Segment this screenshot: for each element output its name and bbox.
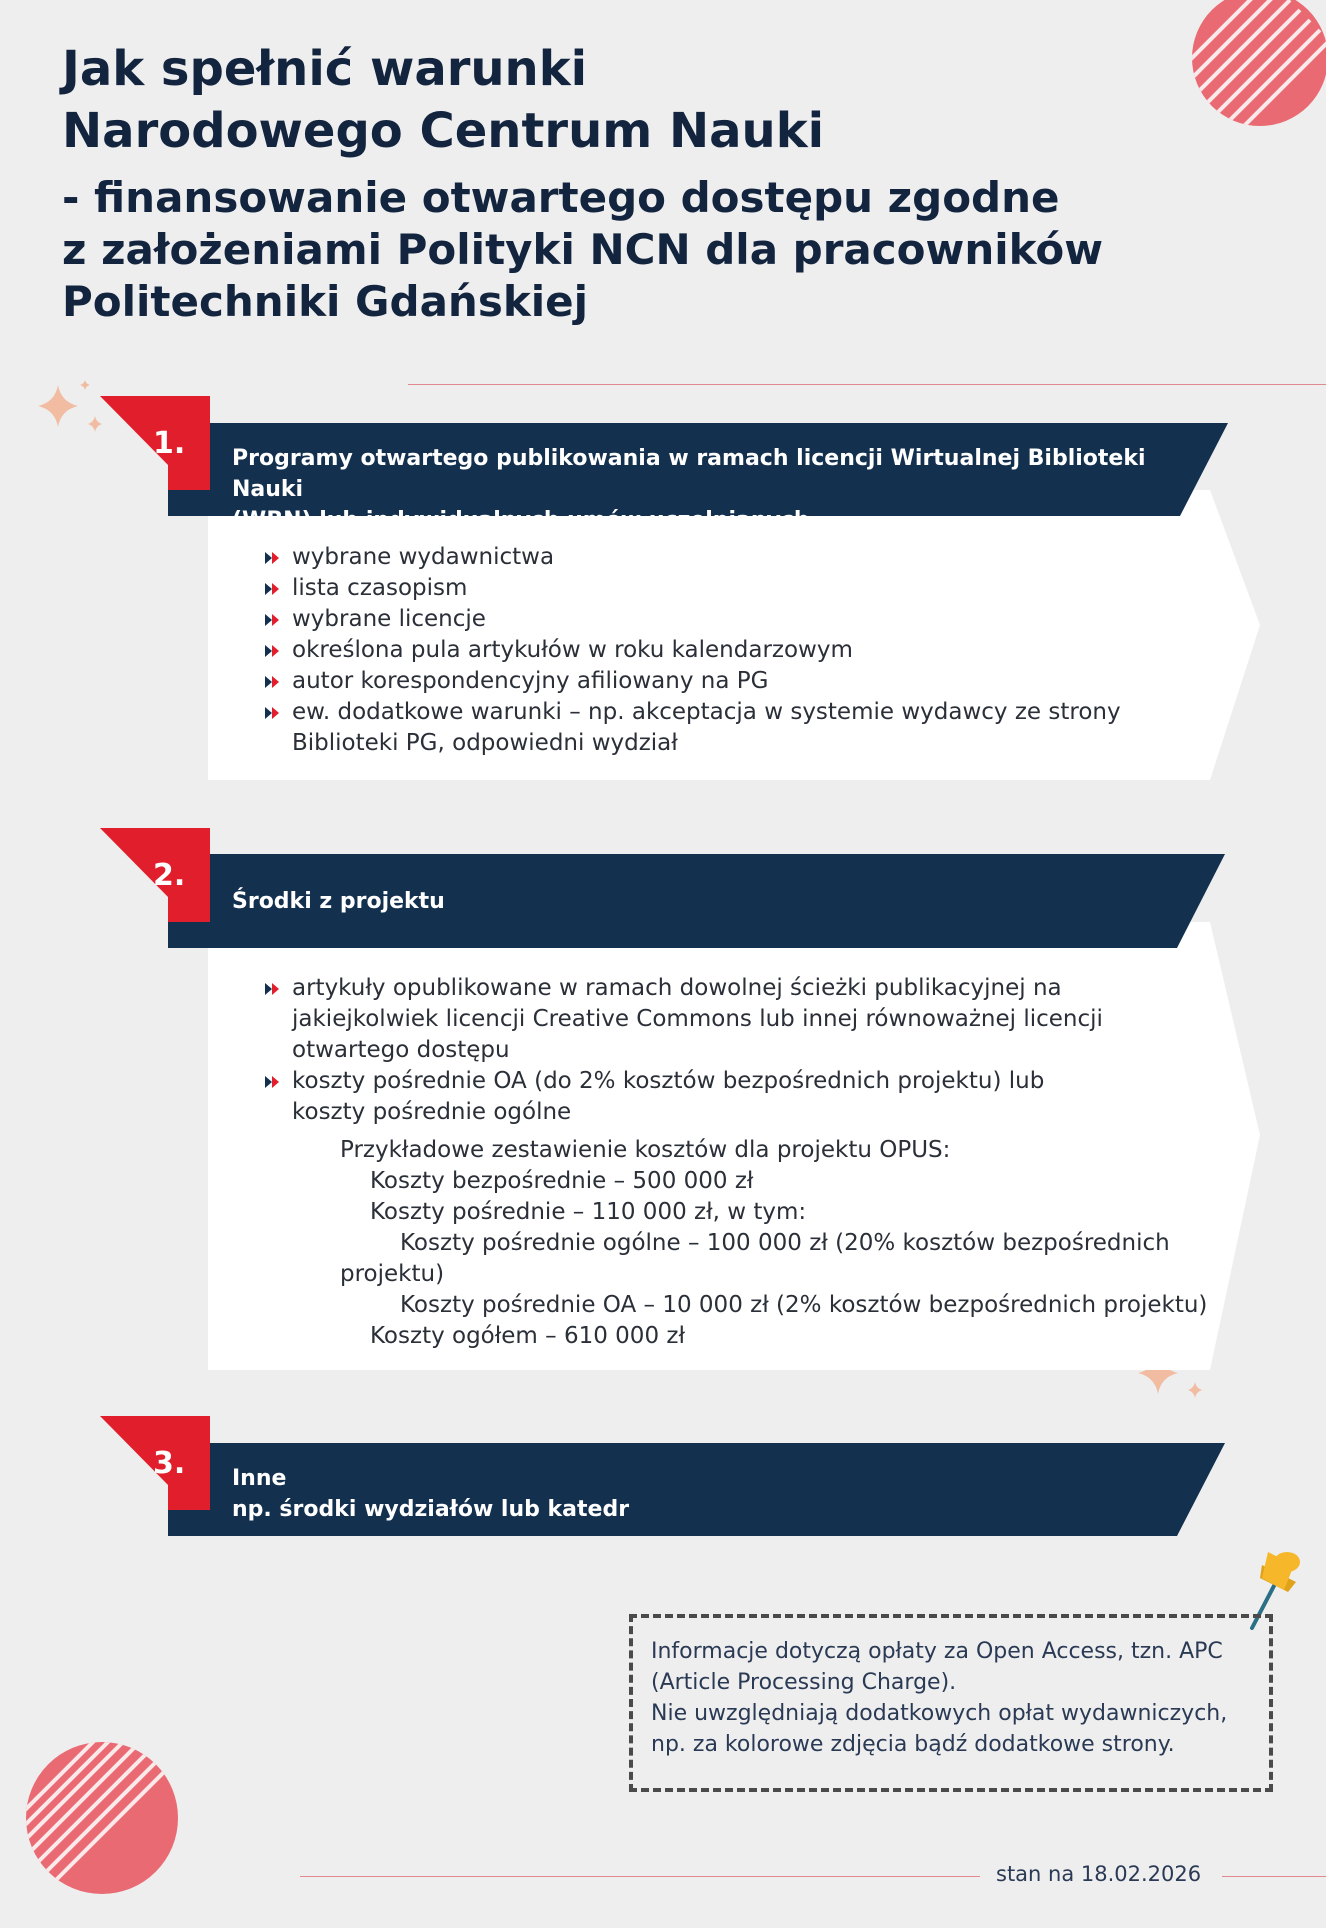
double-chevron-bullet-icon (264, 644, 282, 658)
title-line-1: Jak spełnić warunki (62, 41, 588, 97)
apc-note-box (629, 1614, 1273, 1792)
list-item: wybrane wydawnictwa (264, 542, 1144, 573)
note-line-2: Nie uwzględniają dodatkowych opłat wydawniczych, np. za kolorowe zdjęcia bądź dodatkowe strony. (651, 1701, 1228, 1757)
double-chevron-bullet-icon (264, 982, 282, 996)
cost-indirect-general: Koszty pośrednie ogólne – 100 000 zł (20% kosztów bezpośrednich projektu) (340, 1230, 1170, 1287)
cost-total: Koszty ogółem – 610 000 zł (370, 1323, 685, 1349)
section-3-heading (232, 1463, 1132, 1525)
section-3-heading-line-2: np. środki wydziałów lub katedr (232, 1497, 630, 1522)
double-chevron-bullet-icon (264, 1075, 282, 1089)
list-item: artykuły opublikowane w ramach dowolnej ścieżki publikacyjnej na jakiejkolwiek licencji Creative Commons lub innej równoważnej licencji otwartego dostępu (264, 973, 1104, 1066)
cost-example (340, 1135, 1208, 1352)
subtitle-line-2: z założeniami Polityki NCN dla pracowników (62, 225, 1104, 274)
double-chevron-bullet-icon (264, 613, 282, 627)
cost-example-heading: Przykładowe zestawienie kosztów dla projektu OPUS: (340, 1137, 951, 1163)
list-item: wybrane licencje (264, 604, 1144, 635)
section-2-number: 2. (153, 858, 186, 893)
title-line-2: Narodowego Centrum Nauki (62, 103, 825, 159)
double-chevron-bullet-icon (264, 551, 282, 565)
section-3-heading-line-1: Inne (232, 1466, 287, 1491)
footer-divider-right (1222, 1876, 1326, 1877)
striped-circle-decoration (20, 1715, 178, 1894)
double-chevron-bullet-icon (264, 706, 282, 720)
note-line-1: Informacje dotyczą opłaty za Open Access, tzn. APC (Article Processing Charge). (651, 1639, 1223, 1695)
cost-direct: Koszty bezpośrednie – 500 000 zł (370, 1168, 754, 1194)
striped-circle-decoration (1160, 0, 1326, 150)
status-date: stan na 18.02.2026 (996, 1862, 1202, 1886)
section-3-number: 3. (153, 1446, 186, 1481)
title-divider (408, 384, 1326, 385)
section-1-number: 1. (153, 426, 186, 461)
sparkle-icon (38, 380, 102, 432)
section-1-list (264, 542, 1144, 759)
list-item: ew. dodatkowe warunki – np. akceptacja w systemie wydawcy ze strony Biblioteki PG, odpowiedni wydział (264, 697, 1144, 759)
section-1-heading (232, 443, 1182, 536)
double-chevron-bullet-icon (264, 582, 282, 596)
double-chevron-bullet-icon (264, 675, 282, 689)
list-item: autor korespondencyjny afiliowany na PG (264, 666, 1144, 697)
subtitle-line-3: Politechniki Gdańskiej (62, 277, 589, 326)
section-2-list (264, 973, 1104, 1128)
section-1-heading-line-1: Programy otwartego publikowania w ramach licencji Wirtualnej Biblioteki Nauki (232, 446, 1146, 502)
page-title (62, 38, 1103, 328)
cost-indirect-oa: Koszty pośrednie OA – 10 000 zł (2% kosztów bezpośrednich projektu) (400, 1292, 1208, 1318)
section-2-heading: Środki z projektu (232, 889, 445, 914)
cost-indirect: Koszty pośrednie – 110 000 zł, w tym: (370, 1199, 807, 1225)
list-item: koszty pośrednie OA (do 2% kosztów bezpośrednich projektu) lub koszty pośrednie ogólne (264, 1066, 1104, 1128)
subtitle-line-1: - finansowanie otwartego dostępu zgodne (62, 173, 1060, 222)
section-1-heading-line-2: (WBN) lub indywidualnych umów uczelnianych (232, 508, 810, 533)
list-item: określona pula artykułów w roku kalendarzowym (264, 635, 1144, 666)
footer-divider-left (300, 1876, 980, 1877)
list-item: lista czasopism (264, 573, 1144, 604)
